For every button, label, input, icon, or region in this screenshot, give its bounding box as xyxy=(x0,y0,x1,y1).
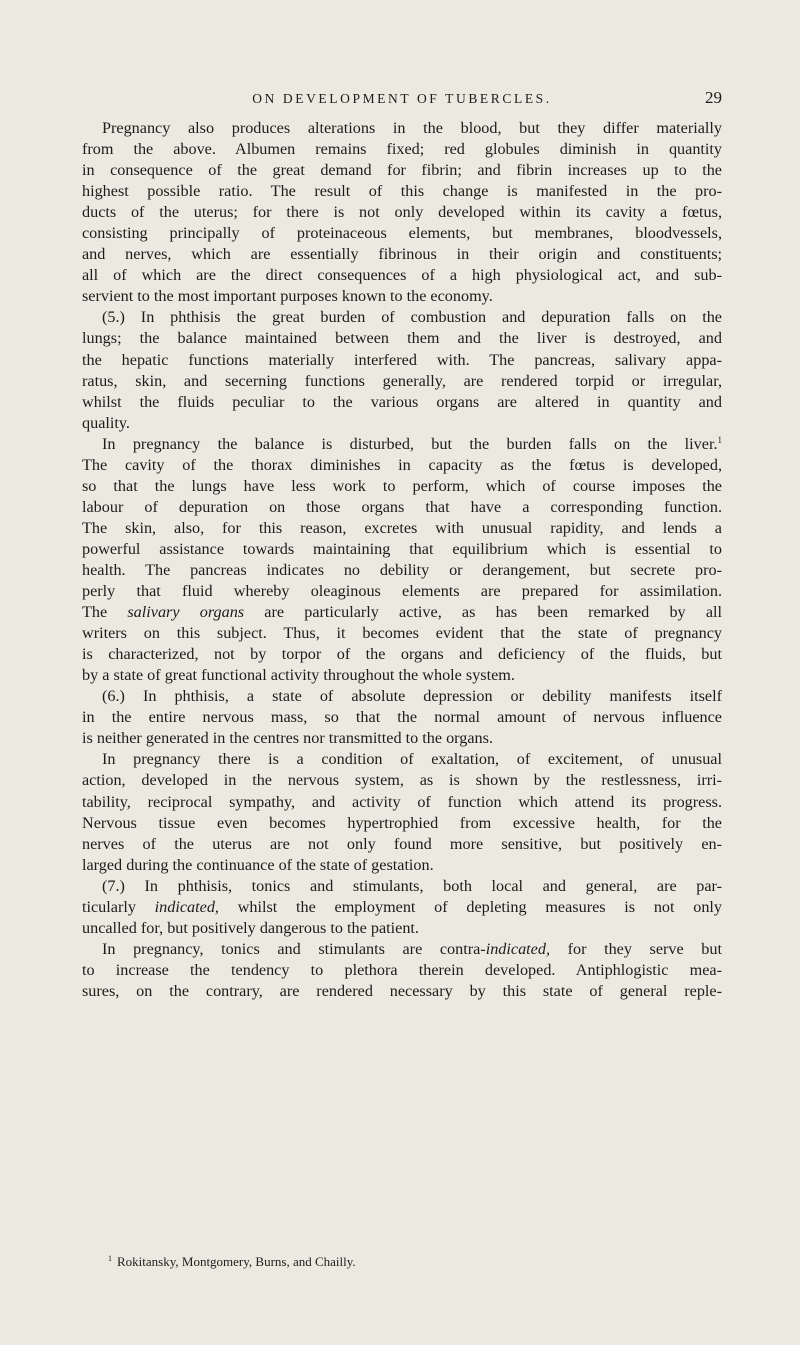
text-span: In pregnancy the balance is disturbed, but the burden falls on the liver. xyxy=(102,434,718,453)
text-line: consisting principally of proteinaceous elements, but membranes, bloodvessels, xyxy=(82,224,722,243)
text-line: servient to the most important purposes known to the economy. xyxy=(82,287,493,306)
text-line: in consequence of the great demand for fibrin; and fibrin increases up to the xyxy=(82,161,722,180)
text-line: In pregnancy there is a condition of exaltation, of excitement, of unusual xyxy=(102,750,722,769)
text-line: the hepatic functions materially interfered with. The pancreas, salivary appa- xyxy=(82,350,722,369)
text-line: highest possible ratio. The result of this change is manifested in the pro- xyxy=(82,182,722,201)
text-span: ticularly xyxy=(82,897,136,916)
footnote-mark: 1 xyxy=(108,1254,112,1263)
text-line: is characterized, not by torpor of the organs and deficiency of the fluids, but xyxy=(82,645,722,664)
italic-text: salivary organs xyxy=(127,603,245,622)
text-line xyxy=(82,897,722,918)
text-line xyxy=(82,434,722,455)
text-line: so that the lungs have less work to perform, which of course imposes the xyxy=(82,476,722,495)
text-line xyxy=(82,602,722,623)
text-line: from the above. Albumen remains fixed; red globules diminish in quantity xyxy=(82,140,722,159)
text-span: for they serve but xyxy=(567,939,722,958)
text-line: ratus, skin, and secerning functions generally, are rendered torpid or irregular, xyxy=(82,371,722,390)
text-line: and nerves, which are essentially fibrinous in their origin and constituents; xyxy=(82,245,722,264)
text-line: sures, on the contrary, are rendered necessary by this state of general reple- xyxy=(82,981,722,1000)
italic-text: indicated, xyxy=(154,897,219,916)
text-line: Nervous tissue even becomes hypertrophied from excessive health, for the xyxy=(82,813,722,832)
text-line: whilst the fluids peculiar to the various organs are altered in quantity and xyxy=(82,392,722,411)
text-line: uncalled for, but positively dangerous to the patient. xyxy=(82,918,419,937)
text-line: writers on this subject. Thus, it becomes evident that the state of pregnancy xyxy=(82,624,722,643)
text-line: perly that fluid whereby oleaginous elements are prepared for assimilation. xyxy=(82,582,722,601)
text-line: lungs; the balance maintained between them and the liver is destroyed, and xyxy=(82,329,722,348)
text-line: tability, reciprocal sympathy, and activity of function which attend its progress. xyxy=(82,792,722,811)
text-span: whilst the employment of depleting measures is not only xyxy=(237,897,722,916)
text-line: larged during the continuance of the state of gestation. xyxy=(82,855,434,874)
footnote xyxy=(108,1250,708,1271)
running-head xyxy=(82,88,722,112)
text-line: by a state of great functional activity throughout the whole system. xyxy=(82,666,515,685)
running-title: ON DEVELOPMENT OF TUBERCLES. xyxy=(252,91,552,106)
footnote-text: Rokitansky, Montgomery, Burns, and Chailly. xyxy=(117,1254,356,1269)
text-line: ducts of the uterus; for there is not only developed within its cavity a fœtus, xyxy=(82,203,722,222)
text-line: all of which are the direct consequences of a high physiological act, and sub- xyxy=(82,266,722,285)
text-span: The xyxy=(82,603,108,622)
text-line: health. The pancreas indicates no debility or derangement, but secrete pro- xyxy=(82,560,722,579)
text-span: are particularly active, as has been remarked by all xyxy=(264,603,722,622)
text-line: action, developed in the nervous system, as is shown by the restlessness, irri- xyxy=(82,771,722,790)
text-span: In pregnancy, tonics and stimulants are contra- xyxy=(102,939,486,958)
text-line: in the entire nervous mass, so that the normal amount of nervous influence xyxy=(82,708,722,727)
page-number: 29 xyxy=(705,88,722,107)
text-line: is neither generated in the centres nor transmitted to the organs. xyxy=(82,729,494,748)
text-line: Pregnancy also produces alterations in the blood, but they differ materially xyxy=(102,119,722,137)
text-line: (6.) In phthisis, a state of absolute depression or debility manifests itself xyxy=(102,687,722,706)
text-line: labour of depuration on those organs that have a corresponding function. xyxy=(82,497,722,516)
text-line: (5.) In phthisis the great burden of combustion and depuration falls on the xyxy=(102,308,722,327)
footnote-reference: 1 xyxy=(717,434,722,445)
text-line: (7.) In phthisis, tonics and stimulants, both local and general, are par- xyxy=(102,876,722,895)
text-line: nerves of the uterus are not only found more sensitive, but positively en- xyxy=(82,834,722,853)
text-line: to increase the tendency to plethora therein developed. Antiphlogistic mea- xyxy=(82,960,722,979)
text-line: powerful assistance towards maintaining that equilibrium which is essential to xyxy=(82,539,722,558)
text-line: The skin, also, for this reason, excretes with unusual rapidity, and lends a xyxy=(82,518,722,537)
text-line xyxy=(82,939,722,960)
italic-text: indicated, xyxy=(485,939,550,958)
text-line: The cavity of the thorax diminishes in capacity as the fœtus is developed, xyxy=(82,455,722,474)
text-line: quality. xyxy=(82,413,130,432)
body-text xyxy=(82,118,722,1002)
